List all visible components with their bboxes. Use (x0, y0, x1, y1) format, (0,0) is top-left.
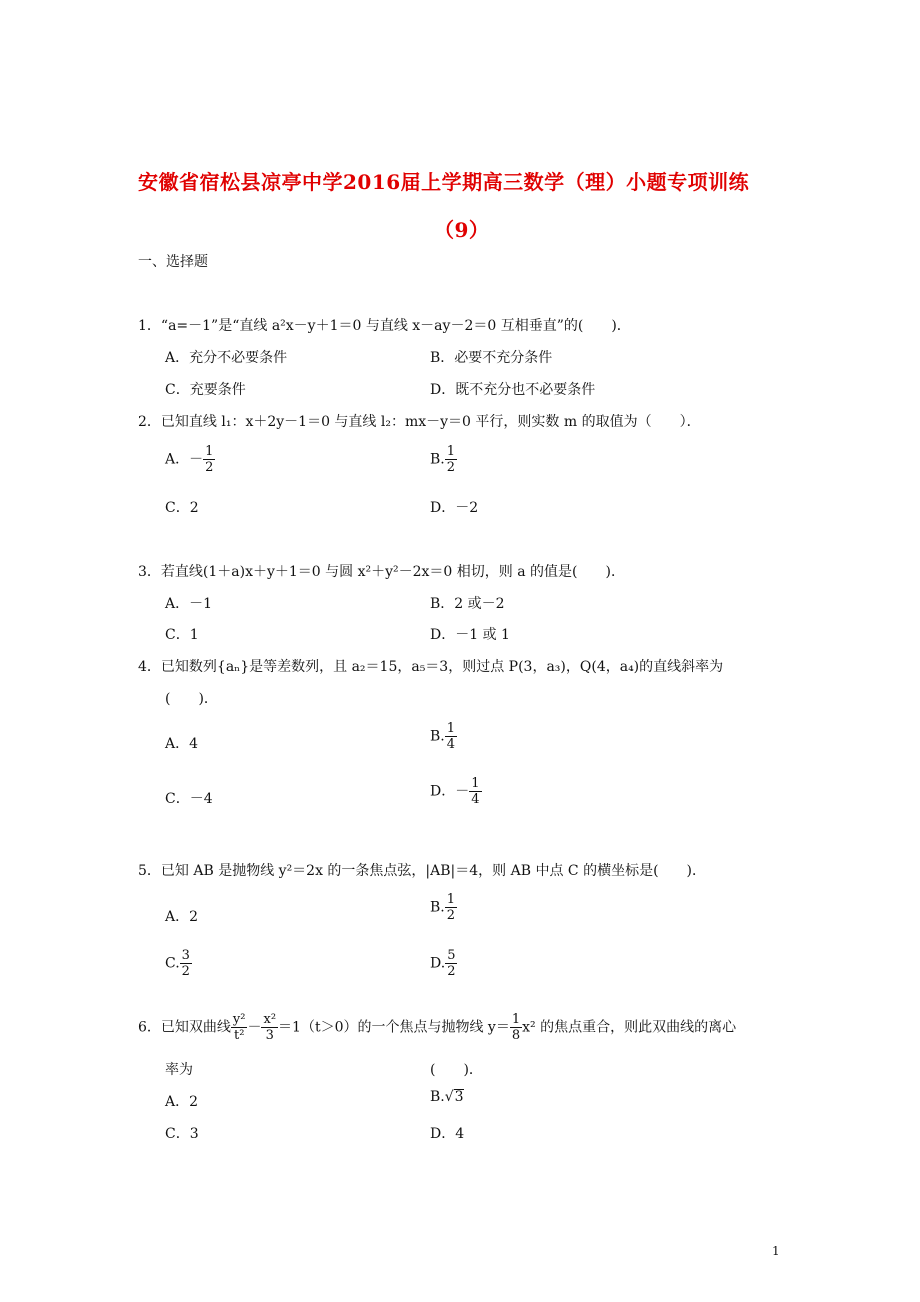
question-3-option-d: D．－1 或 1 (430, 627, 510, 643)
question-6-stem: 6．已知双曲线 $\frac{\text{y²}}{\text{t²}}$ － $\frac{\text{x²}}{3}$ ＝1（t＞0）的一个焦点与抛物线 y＝ $\frac{1}{8}$ x² 的焦点重合，则此双曲线的离心 (138, 1012, 737, 1043)
question-4-option-a: A．4 (165, 736, 199, 752)
document-title-line1: 安徽省宿松县凉亭中学2016届上学期高三数学（理）小题专项训练 (138, 170, 750, 194)
question-3-option-a: A．－1 (165, 596, 213, 612)
question-3-option-b: B．2 或－2 (430, 596, 505, 612)
question-6-option-a: A．2 (165, 1094, 199, 1110)
question-5-option-b: B. $\frac{1}{2}$ (430, 892, 456, 923)
question-5-option-a: A．2 (165, 909, 199, 925)
question-4-option-b: B. $\frac{1}{4}$ (430, 721, 456, 752)
question-1-option-b: B．必要不充分条件 (430, 350, 553, 366)
question-6-option-b: B.√3 (430, 1089, 464, 1105)
section-heading: 一、选择题 (138, 254, 208, 270)
question-2-option-c: C．2 (165, 500, 199, 516)
question-3-option-c: C．1 (165, 627, 199, 643)
question-2-option-d: D．－2 (430, 500, 479, 516)
sqrt-icon: √ (444, 1089, 454, 1105)
question-5-option-d: D. $\frac{5}{2}$ (430, 948, 456, 979)
question-4-stem: 4．已知数列{aₙ}是等差数列，且 a₂＝15，a₅＝3，则过点 P(3，a₃)，Q(4，a₄)的直线斜率为 (138, 659, 724, 675)
question-4-option-d: D．－ $\frac{1}{4}$ (430, 776, 480, 807)
question-6-option-c: C．3 (165, 1126, 199, 1142)
question-4-stem-continued: ( )． (165, 691, 218, 707)
document-title-line2: （9） (434, 218, 490, 242)
question-5-stem: 5．已知 AB 是抛物线 y²＝2x 的一条焦点弦，|AB|＝4，则 AB 中点 C 的横坐标是( )． (138, 863, 707, 879)
question-2-option-b: B. $\frac{1}{2}$ (430, 444, 456, 475)
question-1-option-d: D．既不充分也不必要条件 (430, 382, 596, 398)
question-6-stem-continued: 率为 (165, 1062, 193, 1078)
question-5-option-c: C. $\frac{3}{2}$ (165, 948, 190, 979)
question-3-stem: 3．若直线(1＋a)x＋y＋1＝0 与圆 x²＋y²－2x＝0 相切，则 a 的值是( )． (138, 564, 625, 580)
page-number: 1 (772, 1244, 780, 1258)
question-6-option-d: D．4 (430, 1126, 465, 1142)
question-1-option-a: A．充分不必要条件 (165, 350, 288, 366)
question-2-stem: 2．已知直线 l₁：x＋2y－1＝0 与直线 l₂：mx－y＝0 平行，则实数 m 的取值为（ ）． (138, 414, 701, 430)
question-1-option-c: C．充要条件 (165, 382, 246, 398)
question-6-answer-paren: ( )． (430, 1062, 483, 1078)
question-2-option-a: A．－ $\frac{1}{2}$ (165, 444, 214, 475)
question-4-option-c: C．－4 (165, 791, 213, 807)
question-1-stem: 1．“a=－1”是“直线 a²x－y＋1＝0 与直线 x－ay－2＝0 互相垂直”的( )． (138, 318, 631, 334)
